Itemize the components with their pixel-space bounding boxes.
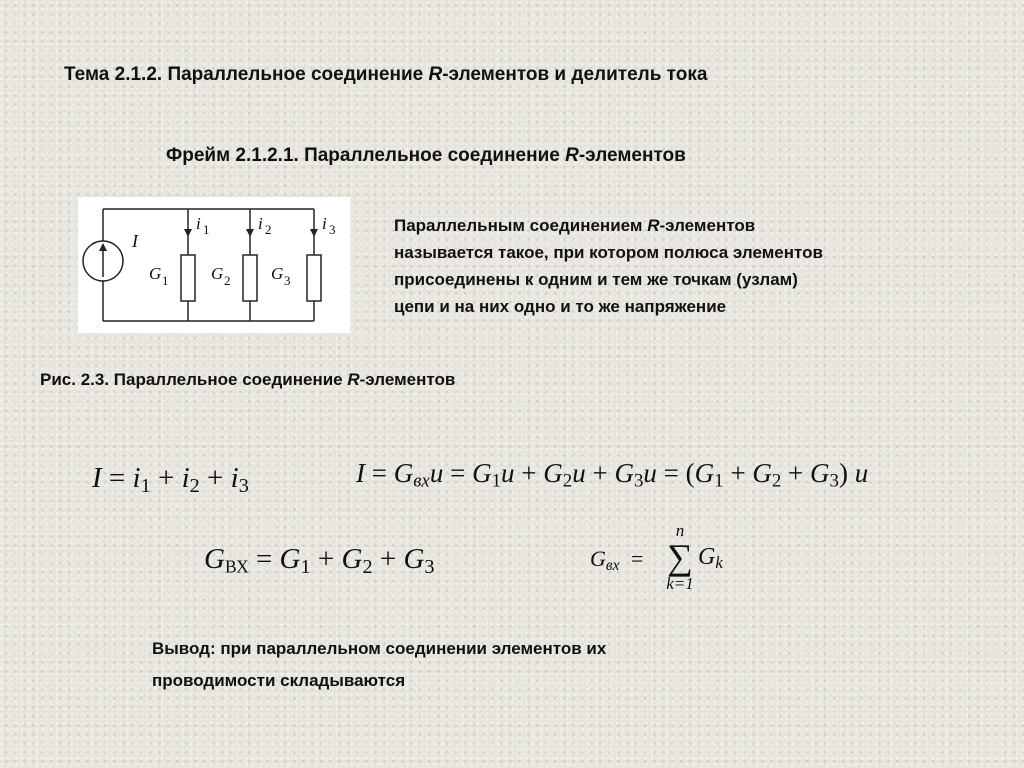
circuit-svg xyxy=(78,197,350,333)
f2-s1: 1 xyxy=(491,470,502,492)
f2-s3b: 3 xyxy=(829,470,839,492)
f2-eq2: = xyxy=(450,458,466,488)
f4-bottom: k=1 xyxy=(666,574,694,593)
frame-title-text: Фрейм 2.1.2.1. Параллельное соединение xyxy=(166,145,560,166)
f2-s3: 3 xyxy=(633,470,644,492)
f1-I: I xyxy=(92,462,102,494)
definition-line1-r: R xyxy=(647,216,660,235)
label-g3: G xyxy=(271,264,284,283)
definition-text xyxy=(394,212,1004,320)
f2-vx: вх xyxy=(413,470,430,492)
f3-s1: 1 xyxy=(300,556,311,579)
frame-title-suffix: -элементов xyxy=(578,145,686,166)
label-g2-sub: 2 xyxy=(224,273,231,288)
label-i1-sub: 1 xyxy=(203,222,210,237)
definition-line-2: называется такое, при котором полюса элементов xyxy=(394,243,823,262)
f2-plus2: + xyxy=(592,458,608,488)
f2-G3: G xyxy=(614,458,634,488)
f2-eq1: = xyxy=(371,458,387,488)
f2-eq3: = xyxy=(663,458,679,488)
f3-s3: 3 xyxy=(424,556,435,579)
f1-i1: i xyxy=(132,462,141,494)
resistor-g3 xyxy=(307,255,321,301)
f2-u2: u xyxy=(572,458,586,488)
f3-vx: ВХ xyxy=(224,556,249,577)
figure-caption-suffix: -элементов xyxy=(359,370,456,389)
circuit-diagram xyxy=(78,197,350,333)
f4-k: k xyxy=(715,553,723,573)
arrow-i3-icon xyxy=(310,229,318,237)
f2-G1b: G xyxy=(694,458,715,488)
f1-s2: 2 xyxy=(189,475,200,498)
f2-u1: u xyxy=(501,458,515,488)
f2-plus1: + xyxy=(521,458,537,488)
label-source-i: I xyxy=(132,231,138,251)
formula-current-sum xyxy=(92,462,249,498)
f2-u0: u xyxy=(429,458,444,488)
f1-plus1: + xyxy=(157,462,175,494)
topic-title xyxy=(64,64,707,86)
f2-s2b: 2 xyxy=(771,470,782,492)
f2-open: ( xyxy=(685,458,695,488)
f4-eq: = xyxy=(630,546,644,571)
f1-s3: 3 xyxy=(238,475,249,498)
f3-G2: G xyxy=(341,543,363,575)
f2-close: ) xyxy=(838,458,848,488)
f2-plus3: + xyxy=(730,458,746,488)
arrow-i2-icon xyxy=(246,229,254,237)
f1-plus2: + xyxy=(207,462,224,494)
figure-caption-r: R xyxy=(347,370,360,389)
f2-u4: u xyxy=(854,458,869,488)
definition-line1-prefix: Параллельным соединением xyxy=(394,216,643,235)
figure-caption xyxy=(40,370,455,390)
definition-line-1 xyxy=(394,212,1004,239)
sum-symbol-icon: ∑ xyxy=(667,537,693,577)
label-g3-sub: 3 xyxy=(284,273,291,288)
f1-i2: i xyxy=(181,462,190,494)
conclusion-text xyxy=(152,633,852,697)
formula-sum-lhs xyxy=(590,546,643,575)
f4-G: G xyxy=(590,546,606,571)
f3-plus2: + xyxy=(379,543,397,575)
f1-eq: = xyxy=(108,462,126,494)
f2-u3: u xyxy=(643,458,657,488)
f2-s2: 2 xyxy=(562,470,573,492)
label-i2: i xyxy=(258,214,263,233)
f3-plus1: + xyxy=(317,543,335,575)
f2-plus4: + xyxy=(788,458,804,488)
label-i1: i xyxy=(196,214,201,233)
conclusion-line-2: проводимости складываются xyxy=(152,671,406,690)
definition-line-3: присоединены к одним и тем же точкам (узлам) xyxy=(394,270,798,289)
label-i2-sub: 2 xyxy=(265,222,272,237)
frame-title-r: R xyxy=(565,145,579,166)
label-g1: G xyxy=(149,264,162,283)
f2-G1: G xyxy=(472,458,492,488)
f3-s2: 2 xyxy=(362,556,373,579)
f4-vx: вх xyxy=(605,556,620,574)
f3-G1: G xyxy=(279,543,301,575)
f2-G3b: G xyxy=(810,458,830,488)
formula-sum-rhs xyxy=(698,544,723,573)
conclusion-line-1: Вывод: при параллельном соединении элементов их xyxy=(152,639,607,658)
arrow-i1-icon xyxy=(184,229,192,237)
topic-title-suffix: -элементов и делитель тока xyxy=(442,64,708,85)
formula-sum-operator xyxy=(662,522,698,594)
label-i3-sub: 3 xyxy=(329,222,336,237)
f3-eq: = xyxy=(255,543,273,575)
formula-input-conductance xyxy=(204,543,435,579)
f1-s1: 1 xyxy=(140,475,151,498)
definition-line1-suffix: -элементов xyxy=(659,216,756,235)
f2-s1b: 1 xyxy=(714,470,724,492)
f3-G3: G xyxy=(403,543,425,575)
f2-I: I xyxy=(356,458,365,488)
formula-current-conductance xyxy=(356,458,868,493)
f2-G2: G xyxy=(543,458,563,488)
f4-Gk: G xyxy=(698,544,716,570)
label-g2: G xyxy=(211,264,224,283)
resistor-g2 xyxy=(243,255,257,301)
f3-G: G xyxy=(204,543,225,575)
resistor-g1 xyxy=(181,255,195,301)
f2-G2b: G xyxy=(752,458,772,488)
f2-G: G xyxy=(393,458,414,488)
frame-title xyxy=(166,145,686,167)
label-i3: i xyxy=(322,214,327,233)
topic-title-r: R xyxy=(428,64,443,85)
label-g1-sub: 1 xyxy=(162,273,169,288)
figure-caption-text: Рис. 2.3. Параллельное соединение xyxy=(40,370,343,389)
definition-line-4: цепи и на них одно и то же напряжение xyxy=(394,297,727,316)
topic-title-text: Тема 2.1.2. Параллельное соединение xyxy=(64,64,424,85)
f1-i3: i xyxy=(230,462,239,494)
source-arrow-head-icon xyxy=(99,243,107,251)
f4-top: n xyxy=(675,521,685,540)
